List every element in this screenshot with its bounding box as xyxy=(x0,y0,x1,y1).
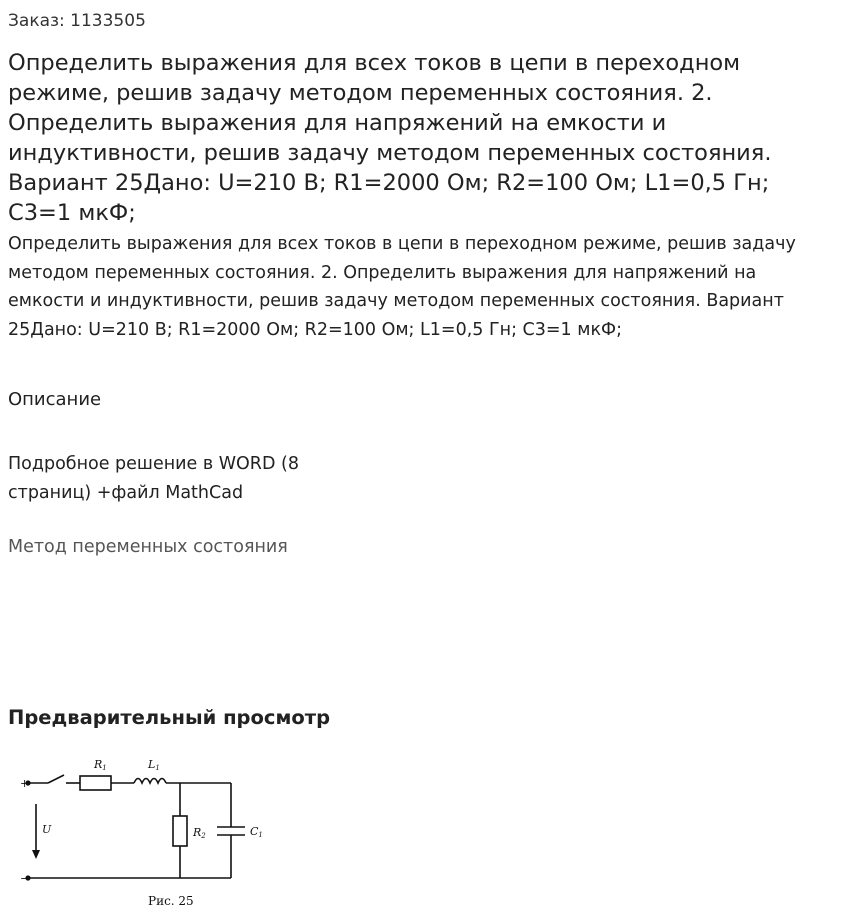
method-name: Метод переменных состояния xyxy=(8,537,288,557)
solution-detail: Подробное решение в WORD (8 страниц) +файл MathCad xyxy=(8,454,299,503)
figure-caption: Рис. 25 xyxy=(148,894,194,908)
label-c1: C1 xyxy=(250,825,263,839)
label-plus: + xyxy=(20,777,30,790)
task-description: Определить выражения для всех токов в цепи в переходном режиме, решив задачу методом переменных состояния. 2. Определить выражения для напряжений на емкости и индуктивности, решив задачу методом переменных состояния. Вариант 25Дано: U=210 В; R1=2000 Ом; R2=100 Ом; L1=0,5 Гн; C3=1 мкФ; xyxy=(8,234,796,340)
label-r1: R1 xyxy=(94,758,107,772)
circuit-diagram xyxy=(14,752,272,914)
switch xyxy=(48,775,64,783)
label-minus: − xyxy=(20,872,30,885)
voltage-arrow-head xyxy=(32,850,40,859)
order-number: Заказ: 1133505 xyxy=(8,11,146,31)
label-u: U xyxy=(42,823,52,836)
description-label: Описание xyxy=(8,389,102,410)
resistor-r2 xyxy=(173,816,187,846)
page-title: Определить выражения для всех токов в цепи в переходном режиме, решив задачу методом переменных состояния. 2. Определить выражения для напряжений на емкости и индуктивности, решив задачу методом переменных состояния. Вариант 25Дано: U=210 В; R1=2000 Ом; R2=100 Ом; L1=0,5 Гн; C3=1 мкФ; xyxy=(8,50,772,226)
resistor-r1 xyxy=(80,776,111,790)
label-l1: L1 xyxy=(148,758,160,772)
inductor-l1 xyxy=(134,779,166,784)
preview-heading: Предварительный просмотр xyxy=(8,706,331,729)
label-r2: R2 xyxy=(193,826,206,840)
